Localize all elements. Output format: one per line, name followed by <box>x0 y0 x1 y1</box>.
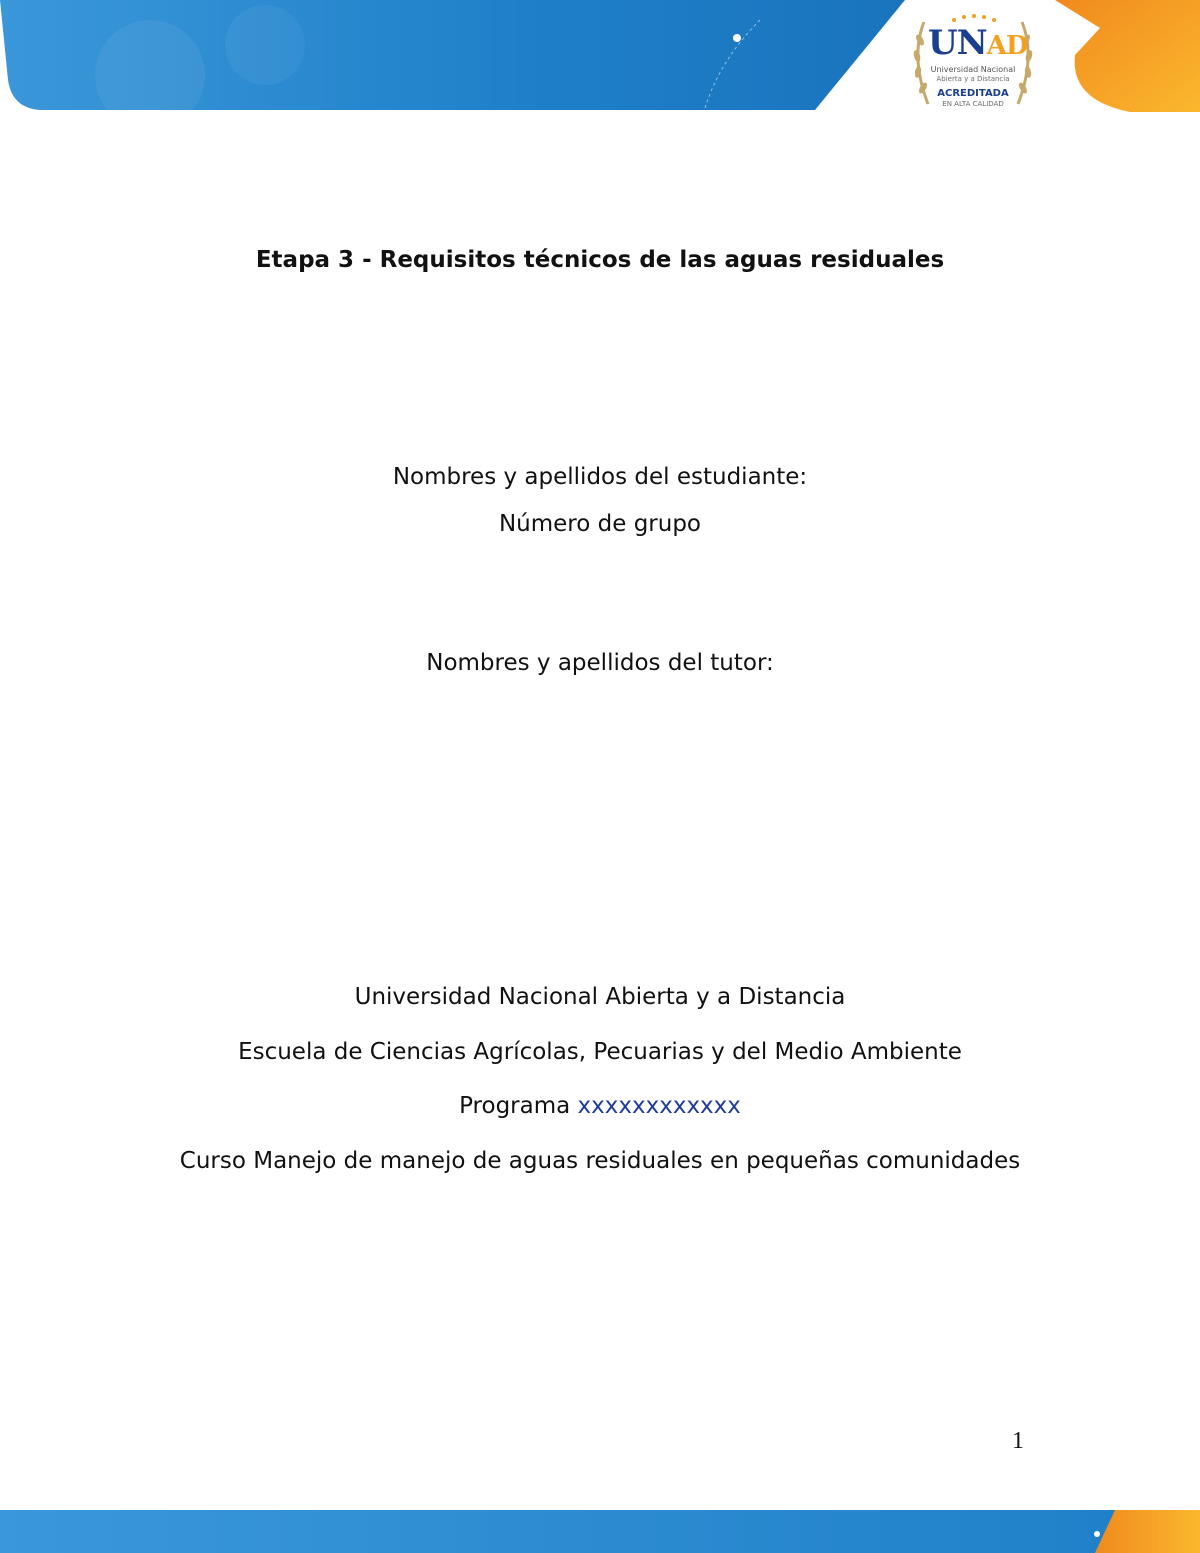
header-orange-shape <box>1055 0 1200 112</box>
student-name-label: Nombres y apellidos del estudiante: <box>392 464 808 490</box>
tutor-name-label: Nombres y apellidos del tutor: <box>426 650 774 676</box>
program-label: Programa <box>459 1093 571 1119</box>
header-decor-circle <box>225 5 305 85</box>
school-name: Escuela de Ciencias Agrícolas, Pecuarias y del Medio Ambiente <box>238 1039 962 1065</box>
footer-decor-dot <box>1094 1531 1100 1537</box>
course-name: Curso Manejo de manejo de aguas residuales en pequeñas comunidades <box>179 1148 1021 1174</box>
program-code: xxxxxxxxxxxx <box>577 1093 741 1119</box>
unad-logo <box>906 12 1040 112</box>
document-title: Etapa 3 - Requisitos técnicos de las aguas residuales <box>255 247 945 273</box>
footer-blue-shape <box>0 1510 1200 1553</box>
logo-line-1: Universidad Nacional <box>930 65 1016 74</box>
group-number-label: Número de grupo <box>498 511 702 537</box>
logo-brand: UNAD <box>928 23 1028 63</box>
page-number: 1 <box>1012 1428 1024 1454</box>
university-name: Universidad Nacional Abierta y a Distancia <box>354 984 846 1010</box>
logo-line-2: Abierta y a Distancia <box>936 75 1010 83</box>
logo-line-4: EN ALTA CALIDAD <box>942 100 1004 108</box>
footer-band <box>0 1510 1200 1553</box>
program-line <box>0 1091 1200 1121</box>
header-decor-dot <box>733 34 741 42</box>
logo-accreditation: ACREDITADA <box>937 88 1009 99</box>
